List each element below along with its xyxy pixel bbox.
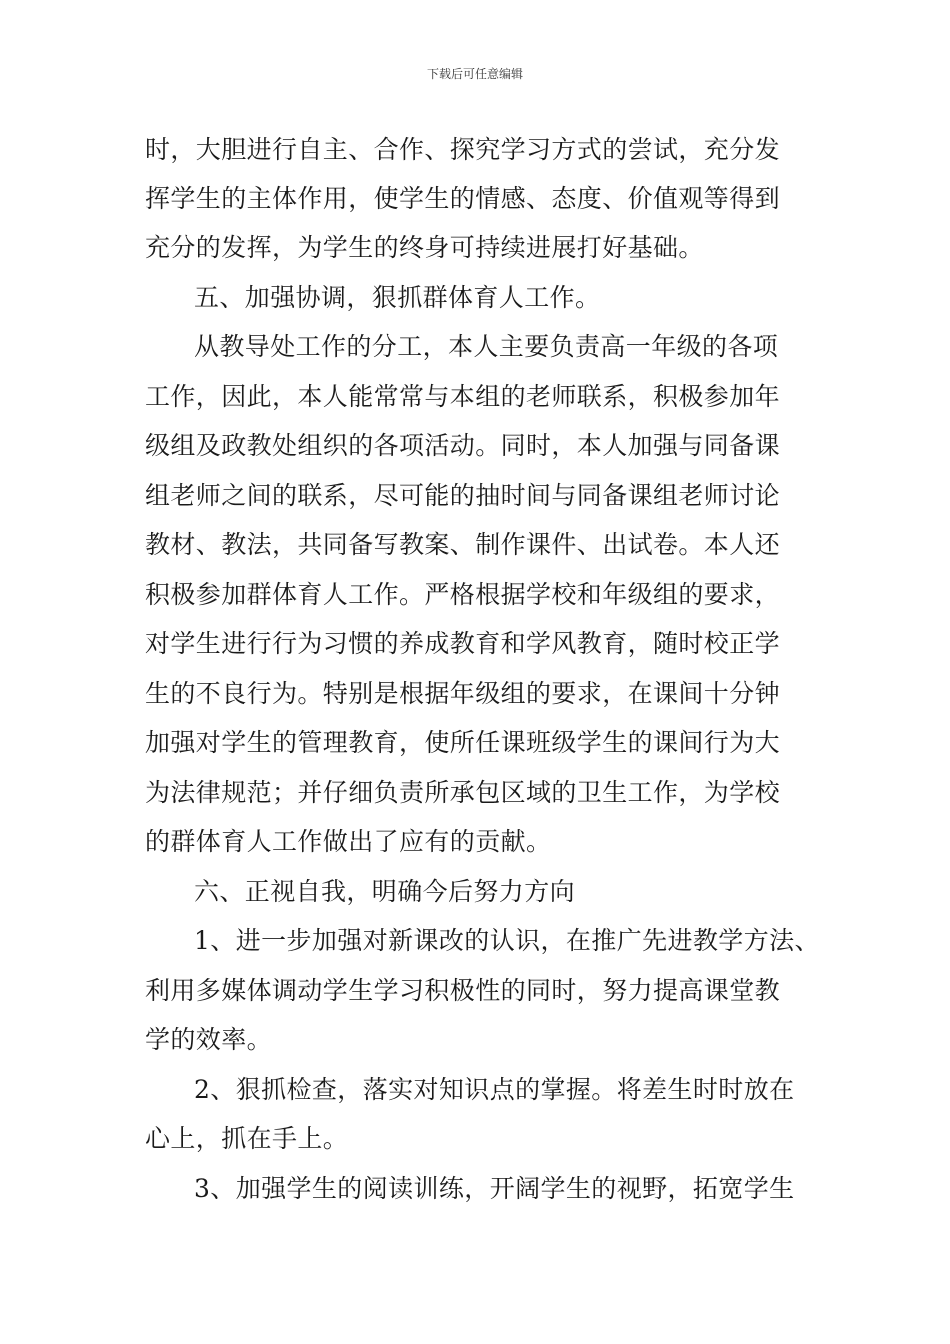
body-text-line: 教材、教法，共同备写教案、制作课件、出试卷。本人还 bbox=[145, 530, 781, 559]
body-text-line: 组老师之间的联系，尽可能的抽时间与同备课组老师讨论 bbox=[145, 481, 781, 510]
body-text-line: 2、狠抓检查，落实对知识点的掌握。将差生时时放在 bbox=[194, 1075, 795, 1104]
page-header: 下载后可任意编辑 bbox=[426, 67, 523, 81]
body-text-line: 生的不良行为。特别是根据年级组的要求，在课间十分钟 bbox=[145, 679, 781, 708]
body-text-line: 3、加强学生的阅读训练，开阔学生的视野，拓宽学生 bbox=[194, 1174, 795, 1203]
body-text-line: 充分的发挥，为学生的终身可持续进展打好基础。 bbox=[145, 233, 704, 262]
body-text-line: 学的效率。 bbox=[145, 1025, 273, 1054]
body-text-line: 1、进一步加强对新课改的认识，在推广先进教学方法、 bbox=[194, 926, 820, 955]
body-text-line: 挥学生的主体作用，使学生的情感、态度、价值观等得到 bbox=[145, 184, 781, 213]
body-text-line: 级组及政教处组织的各项活动。同时，本人加强与同备课 bbox=[145, 431, 781, 460]
body-text-line: 心上，抓在手上。 bbox=[145, 1124, 349, 1153]
body-text-line: 从教导处工作的分工，本人主要负责高一年级的各项 bbox=[194, 332, 779, 361]
body-text-line: 时，大胆进行自主、合作、探究学习方式的尝试，充分发 bbox=[145, 135, 781, 164]
section-heading: 六、正视自我，明确今后努力方向 bbox=[194, 877, 576, 906]
body-text-line: 对学生进行行为习惯的养成教育和学风教育，随时校正学 bbox=[145, 629, 781, 658]
body-text-line: 积极参加群体育人工作。严格根据学校和年级组的要求， bbox=[145, 580, 781, 609]
body-text-line: 加强对学生的管理教育，使所任课班级学生的课间行为大 bbox=[145, 728, 781, 757]
body-text-line: 的群体育人工作做出了应有的贡献。 bbox=[145, 827, 552, 856]
body-text-line: 利用多媒体调动学生学习积极性的同时，努力提高课堂教 bbox=[145, 976, 781, 1005]
body-text-line: 工作，因此，本人能常常与本组的老师联系，积极参加年 bbox=[145, 382, 781, 411]
section-heading: 五、加强协调，狠抓群体育人工作。 bbox=[194, 283, 601, 312]
body-text-line: 为法律规范；并仔细负责所承包区域的卫生工作，为学校 bbox=[145, 778, 781, 807]
